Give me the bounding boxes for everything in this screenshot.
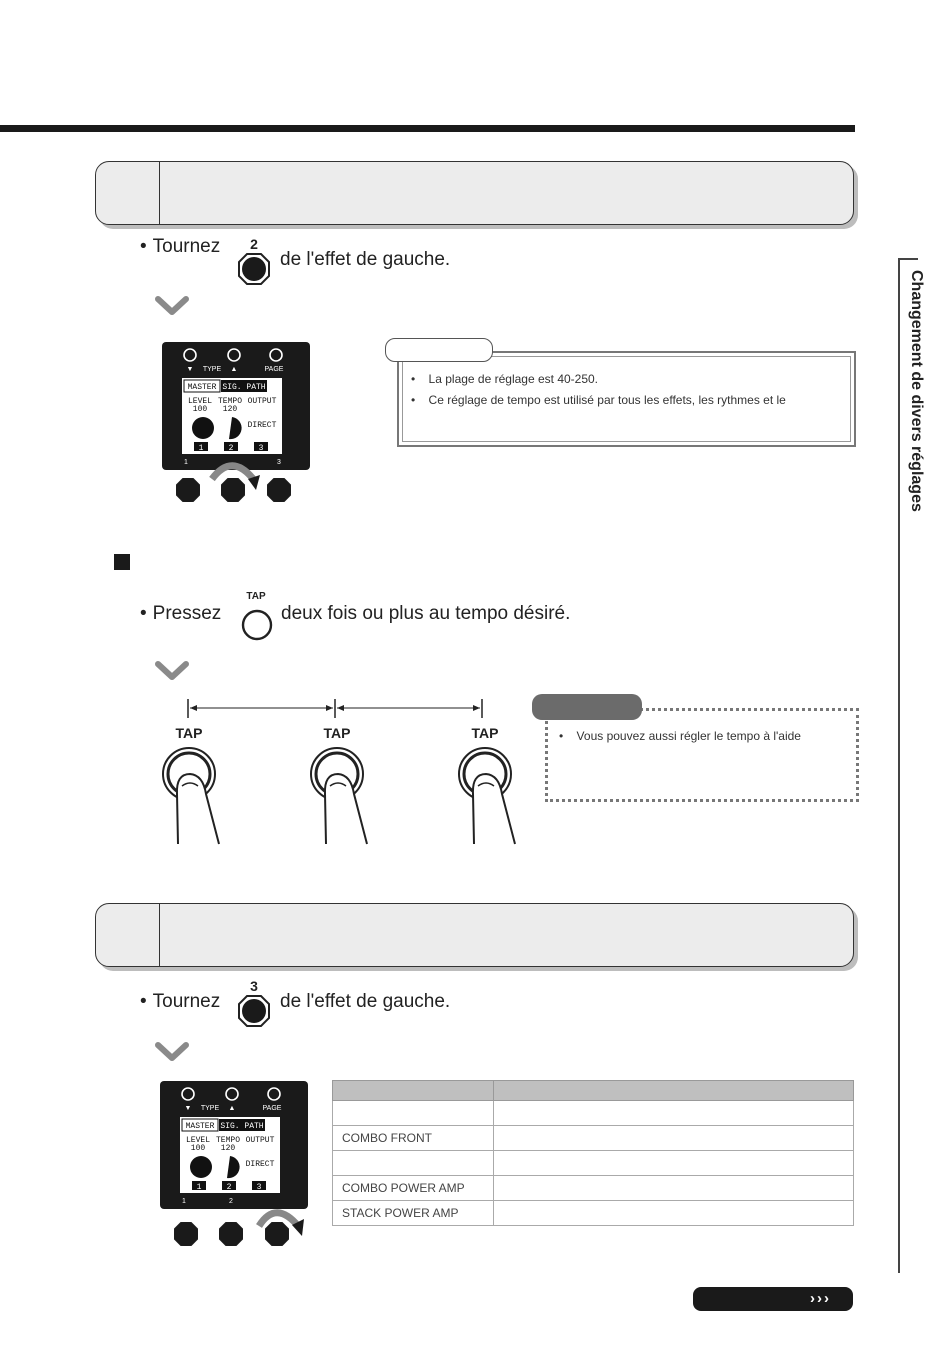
tap-interval-arrows [180,696,490,722]
tap-button-label: TAP [323,725,351,741]
tap-press-illustration-2 [306,722,376,846]
knob-1-label: 1 [184,459,188,466]
knob-3-number: 3 [250,978,258,994]
tap-icon-label: TAP [246,591,266,602]
slot-2-label: 2 [226,1183,232,1192]
button-type-label: TYPE [200,1105,220,1112]
header-rule [0,125,855,132]
table-cell: COMBO POWER AMP [333,1176,494,1201]
instruction-press-tap: • Pressez [140,603,222,624]
device-panel-output [158,1079,310,1257]
knob-2-number: 2 [250,236,258,252]
slot-3-label: 3 [256,1183,262,1192]
tap-button-label: TAP [175,725,203,741]
tap-press-illustration-3 [454,722,524,846]
amp-type-table [332,1080,854,1226]
button-type-label: TYPE [202,366,222,373]
button-up-label: ▲ [230,366,238,373]
button-down-label: ▼ [184,1105,192,1112]
section-heading-divider [159,904,160,966]
param-level-label: LEVEL [187,397,213,406]
note-tab [385,338,493,362]
knob-3-icon [236,977,272,1031]
knob-2-icon [236,235,272,289]
instruction-verb: Tournez [152,236,221,257]
instruction-press-suffix: deux fois ou plus au tempo désiré. [281,603,571,624]
table-cell [494,1151,854,1176]
slot-2-label: 2 [228,444,234,453]
tab-master: MASTER [185,1122,215,1131]
table-row [333,1176,854,1201]
table-row [333,1201,854,1226]
param-level-value: 100 [190,1144,206,1153]
tab-sig-path: SIG. PATH [222,383,266,392]
table-row [333,1151,854,1176]
button-up-label: ▲ [228,1105,236,1112]
chevron-down-icon [155,661,189,686]
param-output-value: DIRECT [247,421,277,430]
section-heading-divider [159,162,160,224]
button-page-label: PAGE [262,1105,282,1112]
instruction-turn-knob-3: • Tournez [140,991,221,1012]
button-page-label: PAGE [264,366,284,373]
slot-3-label: 3 [258,444,264,453]
instruction-turn-knob-2: • Tournez [140,236,221,257]
tap-button-icon [239,588,275,642]
param-level-value: 100 [192,405,208,414]
hint-tab [532,694,642,720]
table-row [333,1126,854,1151]
slot-1-label: 1 [196,1183,202,1192]
table-cell [494,1101,854,1126]
button-down-label: ▼ [186,366,194,373]
table-cell [494,1201,854,1226]
device-panel-tempo [160,340,312,518]
note-item-2: • Ce réglage de tempo est utilisé par tous les effets, les rythmes et le [411,393,786,407]
continue-next-page-indicator: ››› [693,1287,853,1311]
param-tempo-label: TEMPO [217,397,243,406]
note-item-1: • La plage de réglage est 40-250. [411,372,599,386]
param-level-label: LEVEL [185,1136,211,1145]
slot-1-label: 1 [198,444,204,453]
table-cell [494,1126,854,1151]
tap-press-illustration-1 [158,722,228,846]
hint-box [545,708,859,802]
table-row [333,1101,854,1126]
section-heading-box-tempo [95,161,854,225]
instruction-verb: Tournez [152,991,221,1012]
param-output-label: OUTPUT [245,1136,275,1145]
table-cell: COMBO FRONT [333,1126,494,1151]
chevron-down-icon [155,1042,189,1067]
instruction-turn-suffix: de l'effet de gauche. [280,991,451,1012]
chevron-down-icon [155,296,189,321]
param-output-label: OUTPUT [247,397,277,406]
knob-1-label: 1 [182,1198,186,1205]
param-tempo-value: 120 [220,1144,236,1153]
param-output-value: DIRECT [245,1160,275,1169]
side-rule-tab [898,258,918,260]
param-tempo-value: 120 [222,405,238,414]
instruction-verb: Pressez [152,603,222,624]
tab-master: MASTER [187,383,217,392]
hint-item-1: • Vous pouvez aussi régler le tempo à l'aide [559,729,801,743]
subsection-square-marker [114,554,130,570]
table-header-row [333,1081,854,1101]
instruction-turn-suffix: de l'effet de gauche. [280,249,451,270]
section-heading-box-amp [95,903,854,967]
knob-3-label: 3 [277,459,281,466]
table-cell [333,1151,494,1176]
knob-2-label: 2 [229,1198,233,1205]
table-cell [494,1176,854,1201]
table-cell [333,1101,494,1126]
chapter-side-title: Changement de divers réglages [908,270,925,512]
param-tempo-label: TEMPO [215,1136,241,1145]
table-cell: STACK POWER AMP [333,1201,494,1226]
tap-button-label: TAP [471,725,499,741]
tab-sig-path: SIG. PATH [220,1122,264,1131]
